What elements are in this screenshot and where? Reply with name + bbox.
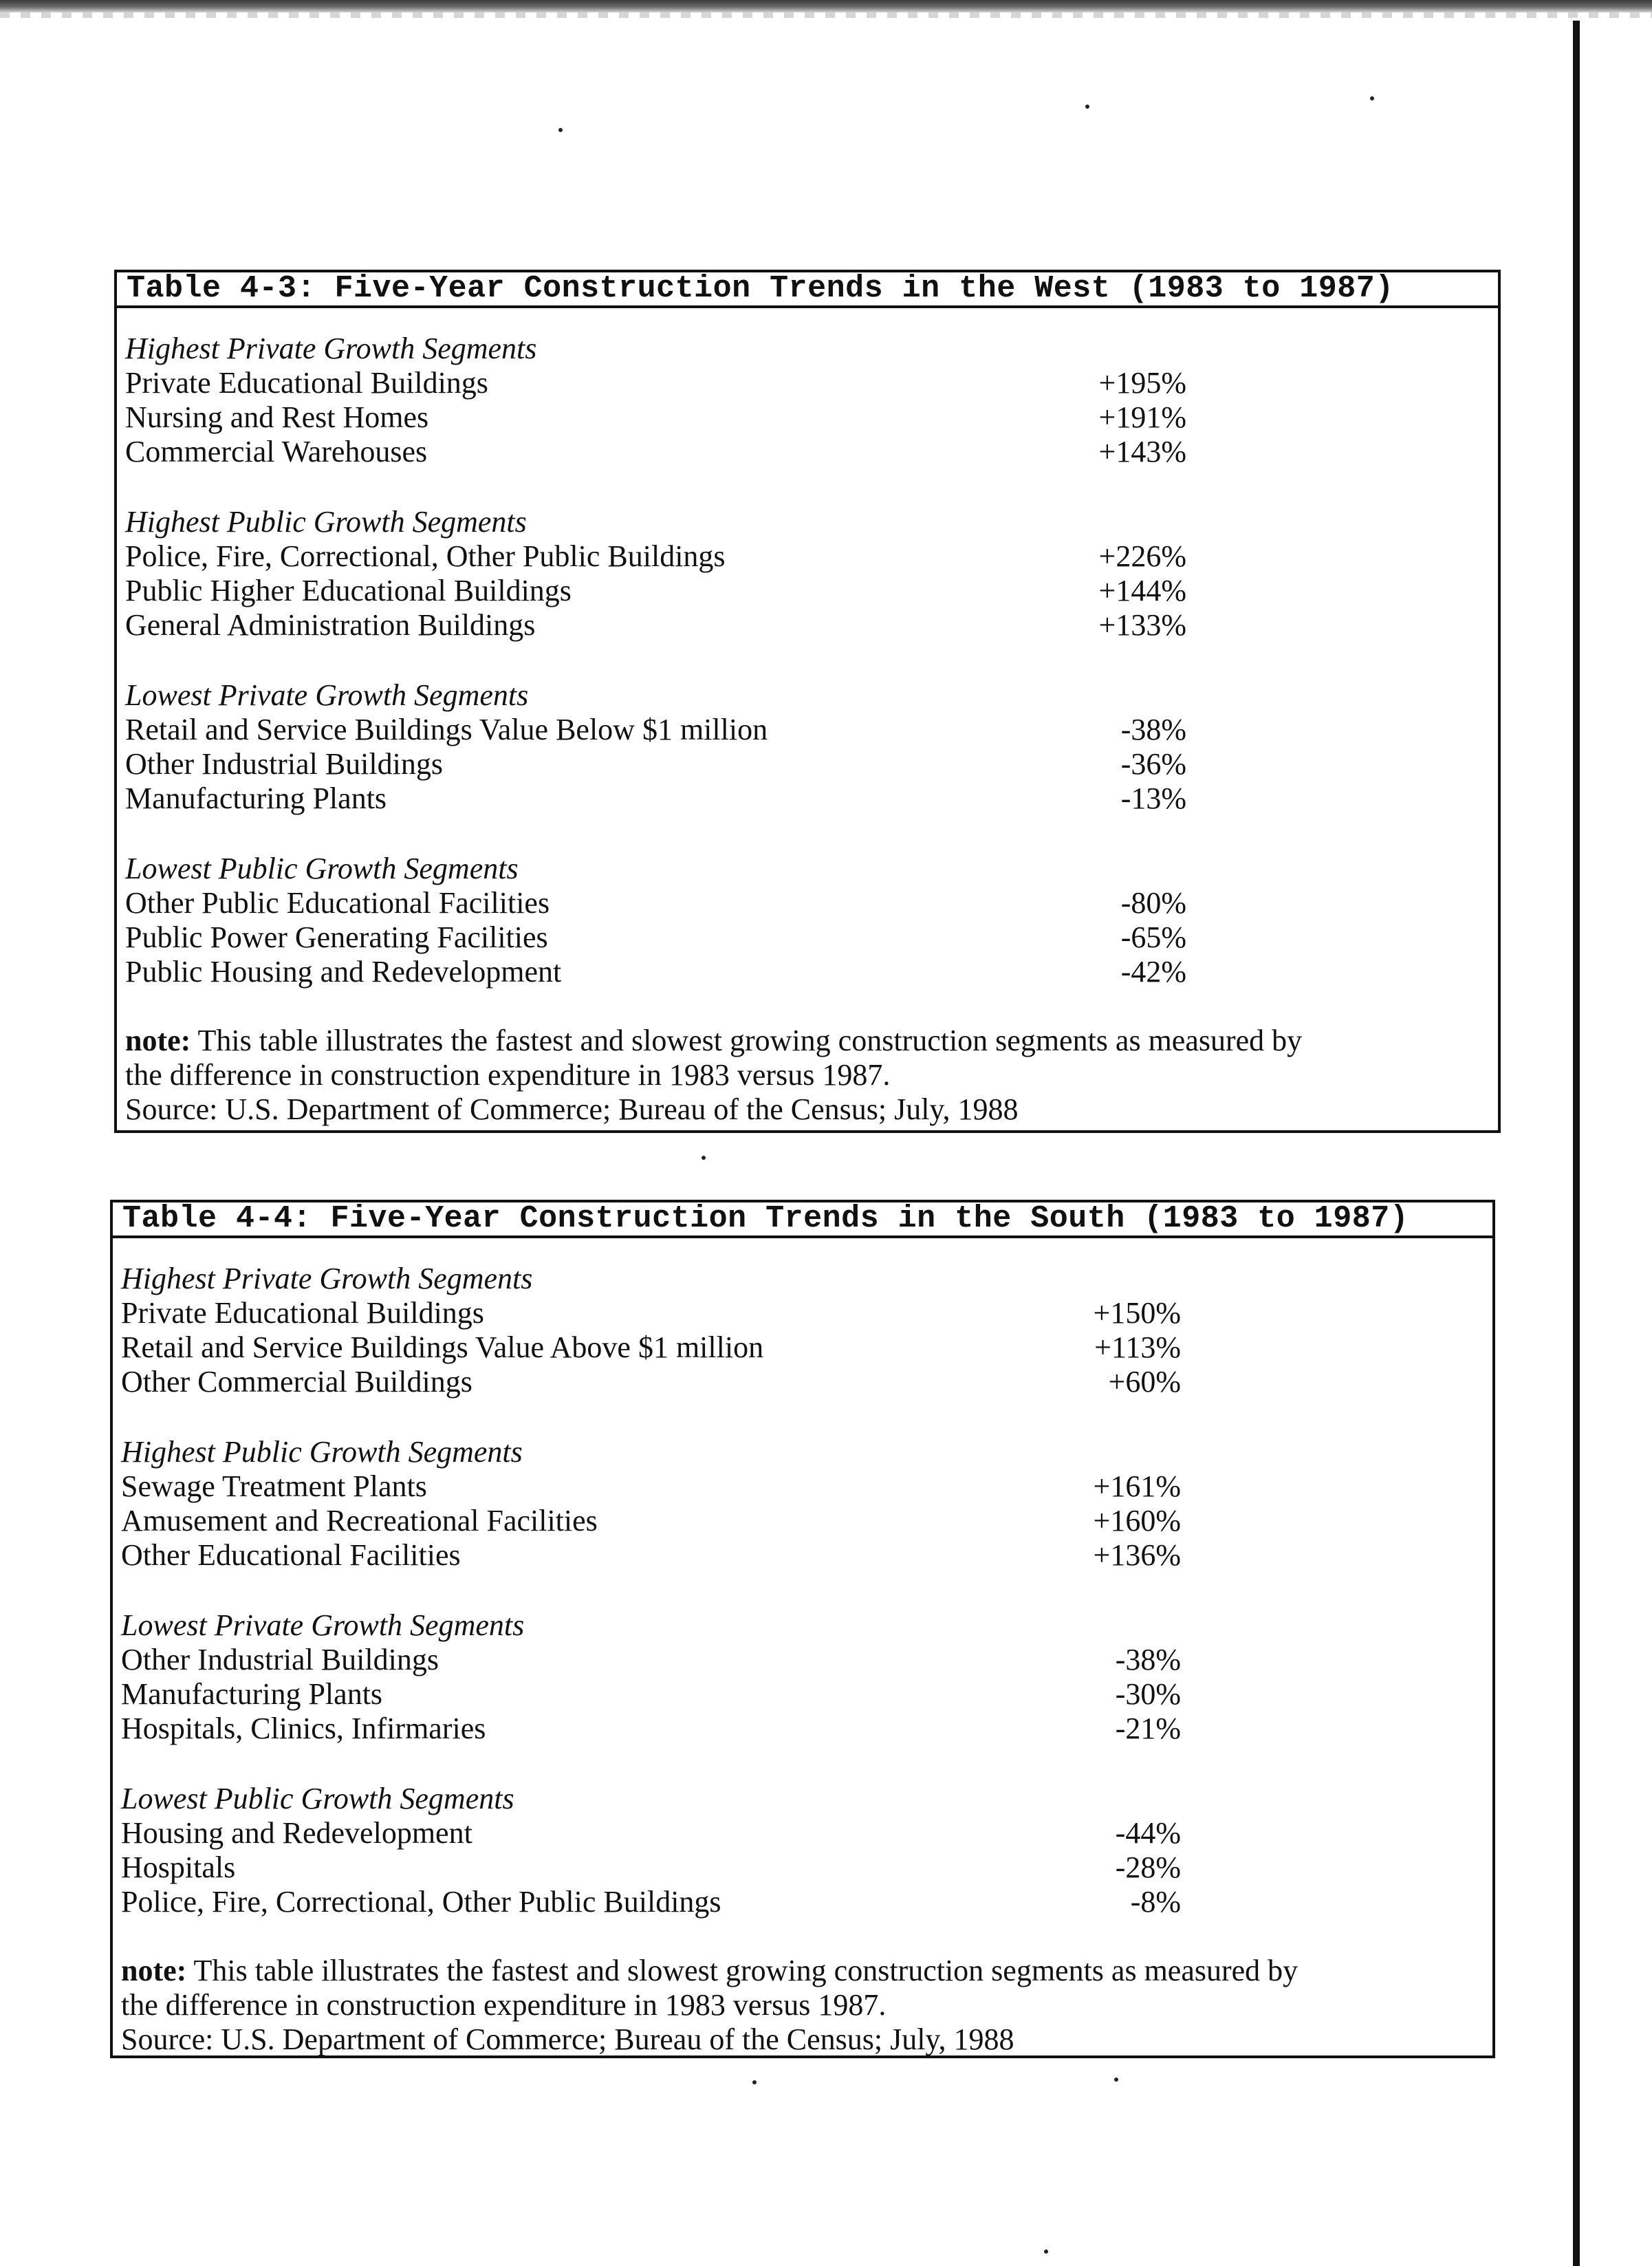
section-highest-private [125, 332, 1498, 469]
table-notes [121, 1954, 1492, 2057]
section-highest-public [125, 505, 1498, 643]
table-body [113, 1238, 1492, 2057]
row-value: -80% [1120, 886, 1186, 920]
row-value: -8% [1130, 1885, 1181, 1919]
row-value: -44% [1115, 1816, 1181, 1850]
row-label: Amusement and Recreational Facilities [121, 1504, 598, 1537]
table-row [125, 886, 1498, 920]
row-value: -21% [1115, 1712, 1181, 1745]
row-value: -30% [1115, 1677, 1181, 1711]
note-line [125, 1024, 1498, 1058]
row-label: Retail and Service Buildings Value Below $1 million [125, 713, 768, 746]
row-label: Other Educational Facilities [121, 1538, 461, 1572]
row-value: -38% [1120, 713, 1186, 746]
row-value: +150% [1093, 1296, 1181, 1330]
note-text: This table illustrates the fastest and slowest growing construction segments as measured by [191, 1024, 1303, 1057]
scan-speck [1044, 2249, 1048, 2254]
row-value: -65% [1120, 920, 1186, 954]
row-label: General Administration Buildings [125, 608, 536, 642]
note-line: the difference in construction expenditure in 1983 versus 1987. [121, 1988, 887, 2022]
table-row [125, 435, 1498, 469]
table-row [125, 747, 1498, 781]
row-value: -42% [1120, 955, 1186, 989]
table-west [114, 270, 1501, 1133]
table-row [121, 1643, 1492, 1677]
scan-speck [752, 2080, 757, 2084]
note-text: This table illustrates the fastest and slowest growing construction segments as measured by [186, 1954, 1298, 1987]
row-value: -36% [1120, 747, 1186, 781]
scan-edge-top [0, 0, 1652, 12]
table-row [125, 574, 1498, 608]
row-value: +136% [1093, 1538, 1181, 1572]
scan-speck [1085, 105, 1089, 109]
row-label: Retail and Service Buildings Value Above $1 million [121, 1330, 764, 1364]
section-heading: Highest Public Growth Segments [121, 1435, 523, 1469]
note-label: note: [125, 1024, 191, 1057]
table-row [125, 608, 1498, 643]
row-value: -38% [1115, 1643, 1181, 1676]
row-label: Hospitals [121, 1850, 236, 1884]
table-row [121, 1330, 1492, 1365]
section-highest-private [121, 1262, 1492, 1399]
note-line [121, 1954, 1492, 1988]
row-value: +191% [1098, 400, 1186, 434]
row-value: -13% [1120, 781, 1186, 815]
row-label: Other Public Educational Facilities [125, 886, 550, 920]
row-label: Public Housing and Redevelopment [125, 955, 562, 989]
row-value: +161% [1093, 1469, 1181, 1503]
row-value: +113% [1094, 1330, 1181, 1364]
scan-edge-right [1573, 21, 1580, 2266]
row-value: +133% [1098, 608, 1186, 642]
table-row [125, 366, 1498, 400]
section-lowest-public [121, 1782, 1492, 1919]
table-row [125, 539, 1498, 574]
row-label: Private Educational Buildings [125, 366, 488, 400]
row-label: Other Commercial Buildings [121, 1365, 472, 1399]
table-row [121, 1712, 1492, 1746]
row-label: Manufacturing Plants [121, 1677, 383, 1711]
section-highest-public [121, 1435, 1492, 1573]
section-lowest-private [125, 678, 1498, 816]
table-row [125, 920, 1498, 955]
row-value: -28% [1115, 1850, 1181, 1884]
section-heading: Highest Private Growth Segments [121, 1262, 533, 1295]
section-heading: Lowest Public Growth Segments [125, 852, 519, 885]
scan-speck [1370, 96, 1374, 100]
table-notes [125, 1024, 1498, 1127]
section-heading: Lowest Private Growth Segments [121, 1608, 525, 1642]
table-row [121, 1677, 1492, 1712]
table-row [121, 1850, 1492, 1885]
row-label: Other Industrial Buildings [121, 1643, 439, 1676]
section-lowest-private [121, 1608, 1492, 1746]
note-label: note: [121, 1954, 187, 1987]
note-line: the difference in construction expenditure in 1983 versus 1987. [125, 1058, 891, 1092]
table-row [121, 1885, 1492, 1919]
table-row [125, 713, 1498, 747]
row-value: +60% [1108, 1365, 1181, 1399]
table-body [117, 308, 1498, 1127]
table-south [110, 1200, 1495, 2058]
source-line: Source: U.S. Department of Commerce; Bureau of the Census; July, 1988 [125, 1092, 1019, 1126]
source-line: Source: U.S. Department of Commerce; Bureau of the Census; July, 1988 [121, 2022, 1014, 2056]
table-row [121, 1296, 1492, 1330]
table-row [125, 781, 1498, 816]
scan-speck [702, 1156, 706, 1160]
table-row [125, 400, 1498, 435]
table-row [121, 1365, 1492, 1399]
row-label: Public Power Generating Facilities [125, 920, 548, 954]
row-value: +195% [1098, 366, 1186, 400]
row-label: Nursing and Rest Homes [125, 400, 429, 434]
row-label: Other Industrial Buildings [125, 747, 443, 781]
row-value: +226% [1098, 539, 1186, 573]
section-lowest-public [125, 852, 1498, 989]
table-title: Table 4-3: Five-Year Construction Trends in the West (1983 to 1987) [117, 272, 1498, 308]
section-heading: Lowest Public Growth Segments [121, 1782, 514, 1815]
table-row [121, 1469, 1492, 1504]
row-label: Housing and Redevelopment [121, 1816, 472, 1850]
section-heading: Highest Public Growth Segments [125, 505, 527, 539]
table-row [125, 955, 1498, 989]
section-heading: Highest Private Growth Segments [125, 332, 537, 365]
row-value: +160% [1093, 1504, 1181, 1537]
row-label: Sewage Treatment Plants [121, 1469, 427, 1503]
section-heading: Lowest Private Growth Segments [125, 678, 529, 712]
row-label: Police, Fire, Correctional, Other Public Buildings [121, 1885, 721, 1919]
row-label: Public Higher Educational Buildings [125, 574, 572, 607]
row-label: Hospitals, Clinics, Infirmaries [121, 1712, 486, 1745]
scan-noise-top [0, 12, 1652, 18]
row-label: Manufacturing Plants [125, 781, 387, 815]
table-title: Table 4-4: Five-Year Construction Trends in the South (1983 to 1987) [113, 1202, 1492, 1238]
table-row [121, 1504, 1492, 1538]
row-value: +144% [1098, 574, 1186, 607]
table-row [121, 1538, 1492, 1573]
row-label: Police, Fire, Correctional, Other Public Buildings [125, 539, 726, 573]
scan-speck [1114, 2078, 1118, 2082]
table-row [121, 1816, 1492, 1850]
row-label: Commercial Warehouses [125, 435, 428, 468]
row-label: Private Educational Buildings [121, 1296, 484, 1330]
row-value: +143% [1098, 435, 1186, 468]
scan-speck [558, 128, 563, 132]
